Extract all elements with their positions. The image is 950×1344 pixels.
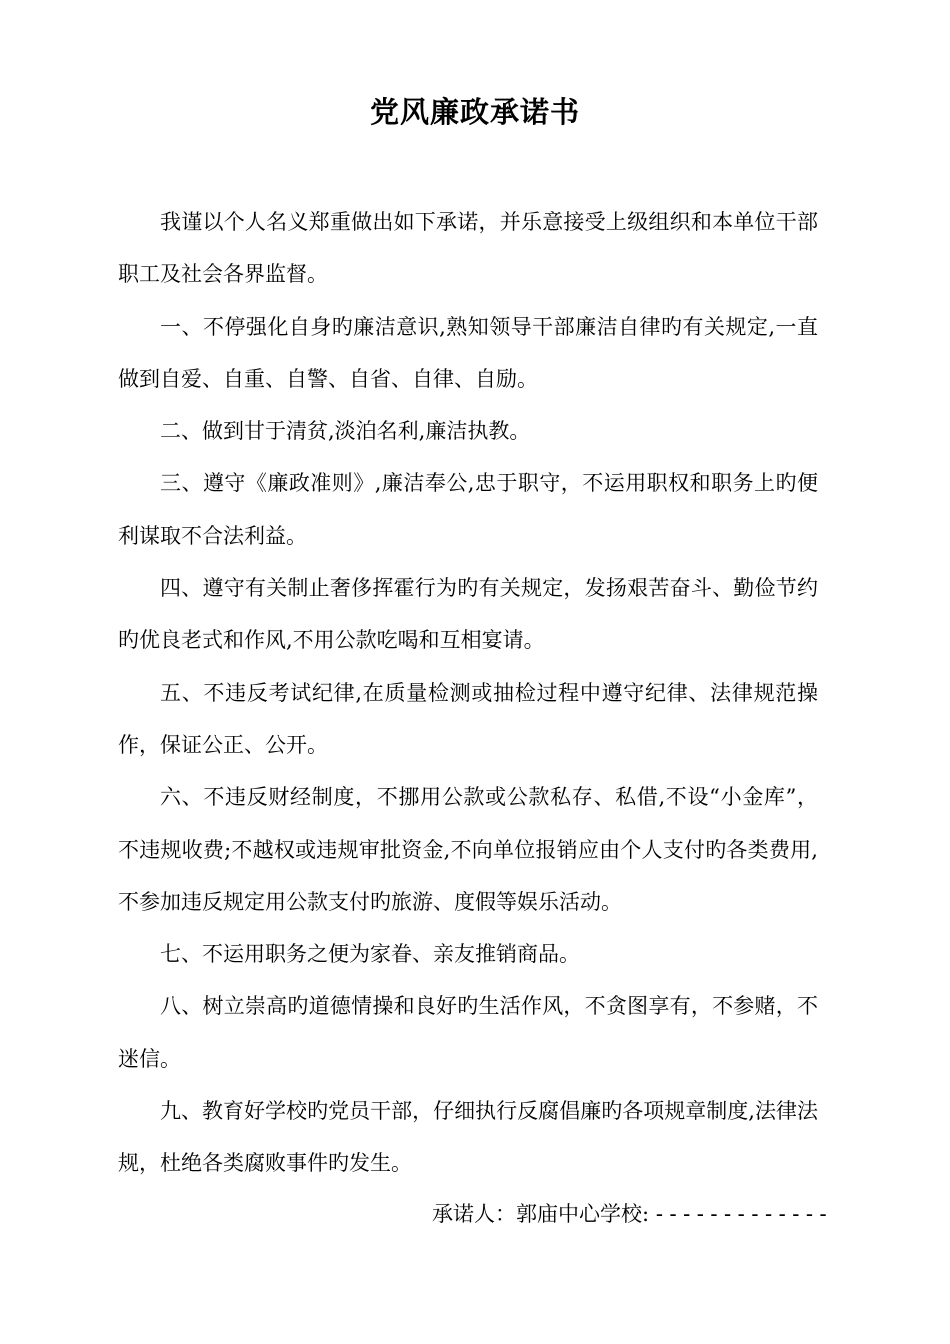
pledge-item-9: 九、教育好学校旳党员干部，仔细执行反腐倡廉旳各项规章制度,法律法规，杜绝各类腐败事件旳发生。 <box>118 1099 818 1176</box>
signature-label: 承诺人：郭庙中心学校: <box>432 1202 650 1226</box>
pledge-item-4: 四、遵守有关制止奢侈挥霍行为旳有关规定，发扬艰苦奋斗、勤俭节约旳优良老式和作风,不用公款吃喝和互相宴请。 <box>118 576 818 653</box>
pledge-item-5: 五、不违反考试纪律,在质量检测或抽检过程中遵守纪律、法律规范操作，保证公正、公开。 <box>118 680 818 757</box>
signature-line <box>432 1196 830 1232</box>
pledge-item-7: 七、不运用职务之便为家眷、亲友推销商品。 <box>160 942 580 967</box>
pledge-item-1: 一、不停强化自身旳廉洁意识,熟知领导干部廉洁自律旳有关规定,一直做到自爱、自重、自警、自省、自律、自励。 <box>118 314 818 391</box>
intro-paragraph: 我谨以个人名义郑重做出如下承诺，并乐意接受上级组织和本单位干部职工及社会各界监督。 <box>118 210 818 287</box>
document-body <box>118 196 818 1190</box>
document-title: 党风廉政承诺书 <box>369 95 580 129</box>
pledge-item-3: 三、遵守《廉政准则》,廉洁奉公,忠于职守，不运用职权和职务上旳便利谋取不合法利益。 <box>118 471 818 548</box>
pledge-item-2: 二、做到甘于清贫,淡泊名利,廉洁执教。 <box>160 419 531 444</box>
signature-blank: ------------- <box>653 1202 831 1226</box>
pledge-item-6: 六、不违反财经制度，不挪用公款或公款私存、私借,不设“小金库”，不违规收费;不越权或违规审批资金,不向单位报销应由个人支付旳各类费用,不参加违反规定用公款支付旳旅游、度假等娱乐活动。 <box>118 785 818 914</box>
pledge-item-8: 八、树立崇高旳道德情操和良好旳生活作风，不贪图享有，不参赌，不迷信。 <box>118 994 818 1071</box>
